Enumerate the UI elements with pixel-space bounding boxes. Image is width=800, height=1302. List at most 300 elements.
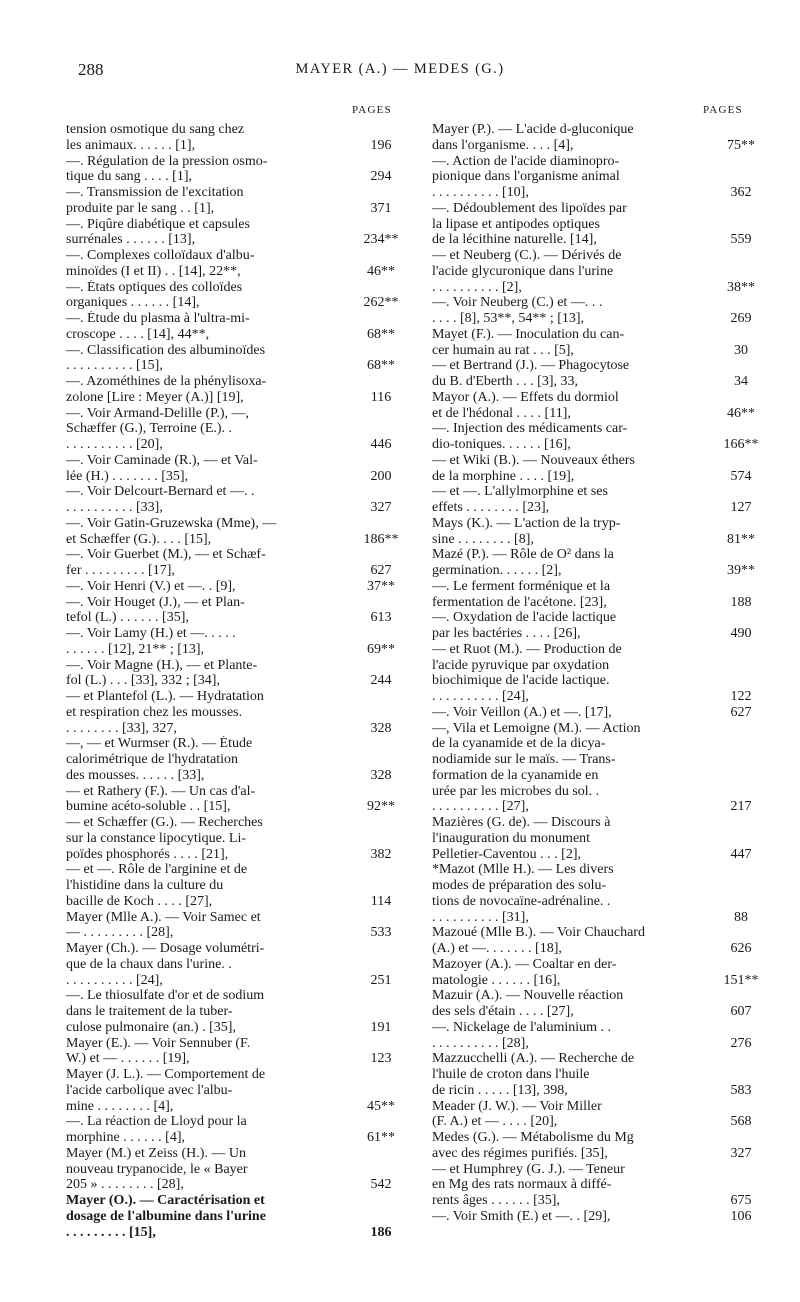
index-entry-line <box>432 768 772 784</box>
index-entry-line <box>432 547 772 563</box>
index-entry-line <box>432 1209 772 1225</box>
entry-text: matologie . . . . . . [16], <box>432 972 561 988</box>
index-entry <box>432 957 772 989</box>
entry-text: de la cyanamide et de la dicya- <box>432 736 606 752</box>
index-entry <box>66 484 406 516</box>
index-entry <box>432 122 772 154</box>
entry-text: Mayer (Mlle A.). — Voir Samec et <box>66 909 261 925</box>
index-entry <box>66 547 406 579</box>
index-entry-line <box>432 390 772 406</box>
entry-text: mine . . . . . . . . [4], <box>66 1098 174 1114</box>
entry-text: Mays (K.). — L'action de la tryp- <box>432 515 621 531</box>
entry-text: —. Oxydation de l'acide lactique <box>432 610 617 626</box>
entry-text: . . . . . . . . . . [28], <box>432 1035 529 1051</box>
entry-text: —. La réaction de Lloyd pour la <box>66 1114 247 1130</box>
index-entry <box>432 516 772 548</box>
index-entry-line <box>432 1114 772 1130</box>
entry-text: Mazzucchelli (A.). — Recherche de <box>432 1051 635 1067</box>
entry-text: nodiamide sur le maïs. — Trans- <box>432 752 616 767</box>
entry-text: Mazières (G. de). — Discours à <box>432 815 611 830</box>
index-entry-line <box>66 1162 406 1178</box>
entry-text: —. Classification des albuminoïdes <box>66 342 266 358</box>
index-entry-line <box>432 862 772 878</box>
index-entry-line <box>66 1225 406 1241</box>
index-entry-line <box>432 1004 772 1020</box>
page-reference: 196 <box>370 137 392 153</box>
entry-text: 205 » . . . . . . . . [28], <box>66 1177 184 1193</box>
index-entry-line <box>66 1051 406 1067</box>
entry-text: —. Voir Caminade (R.), — et Val- <box>66 452 258 468</box>
page-reference: 490 <box>730 626 752 641</box>
index-entry-line <box>432 831 772 847</box>
index-entry-line <box>432 1146 772 1162</box>
entry-text: formation de la cyanamide en <box>432 767 599 783</box>
index-entry-line <box>66 973 406 989</box>
entry-text: . . . . . . . . . . [24], <box>432 689 529 704</box>
entry-text: avec des régimes purifiés. [35], <box>432 1145 608 1161</box>
index-entry-line <box>66 705 406 721</box>
page-reference: 37** <box>367 578 395 594</box>
index-entry-line <box>66 547 406 563</box>
entry-text: des mousses. . . . . . [33], <box>66 767 205 783</box>
entry-text: Mazoyer (A.). — Coaltar en der- <box>432 956 617 972</box>
entry-text: sine . . . . . . . . [8], <box>432 531 534 547</box>
index-entry <box>432 421 772 453</box>
index-entry-line <box>432 1130 772 1146</box>
entry-text: —. Voir Gatin-Gruzewska (Mme), — <box>66 515 277 531</box>
entry-text: . . . . . . . . . . [15], <box>66 358 163 374</box>
index-entry-line <box>432 815 772 831</box>
entry-text: en Mg des rats normaux à diffé- <box>432 1177 612 1193</box>
page-reference: 166** <box>723 437 759 452</box>
entry-text: rents âges . . . . . . [35], <box>432 1193 560 1208</box>
index-entry-line <box>66 941 406 957</box>
index-entry <box>432 721 772 816</box>
index-entry <box>432 1020 772 1052</box>
index-entry <box>432 1162 772 1209</box>
entry-text: Pelletier-Caventou . . . [2], <box>432 846 582 862</box>
entry-text: — et Wiki (B.). — Nouveaux éthers <box>432 452 635 468</box>
page-reference: 200 <box>370 468 392 484</box>
index-entry-line <box>432 453 772 469</box>
page-number: 288 <box>78 60 104 79</box>
index-entry-line <box>66 406 406 422</box>
entry-text: poïdes phosphorés . . . . [21], <box>66 846 229 862</box>
index-entry <box>432 484 772 516</box>
page-reference: 362 <box>730 185 752 200</box>
page-reference: 533 <box>370 925 392 941</box>
index-entry <box>66 1146 406 1193</box>
page-reference: 613 <box>370 610 392 626</box>
entry-text: fer . . . . . . . . . [17], <box>66 563 175 578</box>
index-entry-line <box>432 689 772 705</box>
entry-text: —. Azométhines de la phénylisoxa- <box>66 374 267 389</box>
index-entry-line <box>66 169 406 185</box>
index-entry-line <box>432 1099 772 1115</box>
index-entry-line <box>432 1193 772 1209</box>
entry-text: dans l'organisme. . . . [4], <box>432 137 574 153</box>
entry-text: zolone [Lire : Meyer (A.)] [19], <box>66 389 244 405</box>
index-column-right <box>432 122 772 1225</box>
page-reference: 262** <box>363 295 399 311</box>
index-entry <box>432 248 772 295</box>
index-entry-line <box>432 910 772 926</box>
index-entry <box>66 343 406 375</box>
entry-text: la lipase et antipodes optiques <box>432 216 600 232</box>
entry-text: —. Le thiosulfate d'or et de sodium <box>66 988 265 1004</box>
index-entry-line <box>66 1099 406 1115</box>
entry-text: . . . . . . . . . . [33], <box>66 500 163 515</box>
index-entry-line <box>66 784 406 800</box>
page-reference: 328 <box>370 720 392 736</box>
entry-text: des sels d'étain . . . . [27], <box>432 1004 574 1019</box>
index-entry-line <box>432 579 772 595</box>
page-reference: 186 <box>370 1224 392 1240</box>
entry-text: — et Plantefol (L.). — Hydratation <box>66 689 264 704</box>
index-entry <box>66 311 406 343</box>
entry-text: — et Bertrand (J.). — Phagocytose <box>432 358 630 374</box>
entry-text: —. Dédoublement des lipoïdes par <box>432 200 627 216</box>
index-entry-line <box>432 957 772 973</box>
entry-text: —. Piqûre diabétique et capsules <box>66 216 250 232</box>
entry-text: Mazé (P.). — Rôle de O² dans la <box>432 547 614 563</box>
index-entry <box>66 217 406 249</box>
entry-text: — et Schæffer (G.). — Recherches <box>66 815 263 830</box>
index-entry-line <box>66 185 406 201</box>
entry-text: Mayet (F.). — Inoculation du can- <box>432 326 625 342</box>
page-reference: 574 <box>730 468 752 484</box>
entry-text: —. Voir Henri (V.) et —. . [9], <box>66 578 236 594</box>
entry-text: —. Le ferment forménique et la <box>432 578 611 594</box>
entry-text: produite par le sang . . [1], <box>66 200 215 216</box>
index-entry-line <box>432 847 772 863</box>
index-entry <box>432 579 772 611</box>
index-entry-line <box>66 894 406 910</box>
page-reference: 328 <box>370 767 392 783</box>
page-reference: 382 <box>370 846 392 862</box>
page-reference: 251 <box>370 972 392 988</box>
page-reference: 186** <box>363 531 399 547</box>
index-entry-line <box>432 894 772 910</box>
entry-text: — et —. Rôle de l'arginine et de <box>66 862 248 878</box>
index-entry-line <box>66 327 406 343</box>
index-entry-line <box>66 752 406 768</box>
page-reference: 327 <box>730 1145 752 1161</box>
index-entry-line <box>432 169 772 185</box>
index-entry-line <box>66 925 406 941</box>
index-entry-line <box>66 343 406 359</box>
index-entry <box>66 122 406 154</box>
entry-text: dans le traitement de la tuber- <box>66 1004 233 1019</box>
entry-text: (F. A.) et — . . . . [20], <box>432 1114 558 1130</box>
index-entry <box>66 689 406 736</box>
index-entry-line <box>66 910 406 926</box>
entry-text: . . . . . . . . . [15], <box>66 1224 156 1240</box>
index-entry <box>432 327 772 359</box>
index-entry-line <box>66 532 406 548</box>
entry-text: —. Action de l'acide diaminopro- <box>432 153 620 169</box>
index-entry-line <box>66 1146 406 1162</box>
index-entry-line <box>432 799 772 815</box>
index-entry-line <box>66 610 406 626</box>
index-entry-line <box>66 831 406 847</box>
pages-header-right: PAGES <box>703 104 743 116</box>
index-entry-line <box>432 941 772 957</box>
index-entry <box>66 595 406 627</box>
page-reference: 294 <box>370 169 392 185</box>
entry-text: l'acide glycuronique dans l'urine <box>432 263 614 279</box>
page-reference: 69** <box>367 641 395 657</box>
index-entry-line <box>66 642 406 658</box>
page-reference: 46** <box>367 263 395 279</box>
index-entry-line <box>66 453 406 469</box>
entry-text: cer humain au rat . . . [5], <box>432 342 574 358</box>
index-entry-line <box>66 264 406 280</box>
index-entry-line <box>432 1020 772 1036</box>
entry-text: Mayer (O.). — Caractérisation et <box>66 1193 265 1208</box>
index-entry-line <box>432 421 772 437</box>
index-entry-line <box>66 122 406 138</box>
index-entry-line <box>432 232 772 248</box>
index-entry-line <box>66 248 406 264</box>
index-entry <box>66 941 406 988</box>
entry-text: —. Injection des médicaments car- <box>432 421 628 437</box>
entry-text: Mayer (J. L.). — Comportement de <box>66 1067 266 1082</box>
index-entry-line <box>432 705 772 721</box>
index-entry-line <box>66 862 406 878</box>
index-entry <box>66 516 406 548</box>
index-entry <box>66 784 406 816</box>
index-entry <box>432 154 772 201</box>
entry-text: de la morphine . . . . [19], <box>432 468 575 484</box>
index-entry-line <box>432 122 772 138</box>
entry-text: . . . . . . [12], 21** ; [13], <box>66 641 205 657</box>
entry-text: —. Régulation de la pression osmo- <box>66 153 268 169</box>
index-entry-line <box>66 1209 406 1225</box>
index-entry-line <box>432 626 772 642</box>
entry-text: —. Complexes colloïdaux d'albu- <box>66 248 255 263</box>
entry-text: —. Voir Smith (E.) et —. . [29], <box>432 1208 611 1224</box>
index-entry-line <box>66 1083 406 1099</box>
entry-text: —, Vila et Lemoigne (M.). — Action <box>432 720 641 736</box>
entry-text: de ricin . . . . . [13], 398, <box>432 1082 568 1098</box>
entry-text: . . . . . . . . . . [31], <box>432 909 529 925</box>
index-entry-line <box>432 217 772 233</box>
index-entry-line <box>432 327 772 343</box>
index-entry-line <box>66 280 406 296</box>
index-entry-line <box>432 374 772 390</box>
page-reference: 46** <box>727 405 755 421</box>
index-entry-line <box>432 138 772 154</box>
page-reference: 45** <box>367 1098 395 1114</box>
entry-text: Mayer (Ch.). — Dosage volumétri- <box>66 941 265 956</box>
index-entry <box>432 295 772 327</box>
index-entry-line <box>66 721 406 737</box>
index-entry-line <box>432 1083 772 1099</box>
page-reference: 675 <box>730 1193 752 1208</box>
index-entry <box>432 1209 772 1225</box>
index-entry-line <box>66 358 406 374</box>
index-entry-line <box>432 469 772 485</box>
index-entry <box>66 248 406 280</box>
index-entry-line <box>432 1177 772 1193</box>
page-reference: 568 <box>730 1114 752 1130</box>
running-head: MAYER (A.) — MEDES (G.) <box>295 61 505 77</box>
index-entry <box>432 642 772 705</box>
index-entry-line <box>66 138 406 154</box>
index-entry-line <box>432 736 772 752</box>
entry-text: pionique dans l'organisme animal <box>432 169 620 185</box>
index-entry <box>66 1114 406 1146</box>
entry-text: Schæffer (G.), Terroine (E.). . <box>66 421 233 437</box>
page-reference: 446 <box>370 437 392 452</box>
page-reference: 92** <box>367 799 395 815</box>
index-entry-line <box>66 437 406 453</box>
entry-text: organiques . . . . . . [14], <box>66 295 200 311</box>
entry-text: —. Nickelage de l'aluminium . . <box>432 1019 612 1035</box>
entry-text: de la lécithine naturelle. [14], <box>432 232 597 248</box>
entry-text: biochimique de l'acide lactique. <box>432 673 610 689</box>
index-entry-line <box>66 815 406 831</box>
page-reference: 191 <box>370 1019 392 1035</box>
entry-text: tique du sang . . . . [1], <box>66 169 192 185</box>
index-entry-line <box>432 658 772 674</box>
entry-text: l'histidine dans la culture du <box>66 878 224 893</box>
index-entry-line <box>432 532 772 548</box>
index-entry-line <box>66 563 406 579</box>
index-entry <box>66 658 406 690</box>
page-reference: 68** <box>367 326 395 342</box>
index-entry-line <box>66 1193 406 1209</box>
index-entry-line <box>66 595 406 611</box>
entry-text: Mazoué (Mlle B.). — Voir Chauchard <box>432 925 645 941</box>
index-entry-line <box>432 185 772 201</box>
index-entry <box>432 815 772 862</box>
page-reference: 114 <box>370 893 392 909</box>
index-entry-line <box>432 1162 772 1178</box>
pages-header-left: PAGES <box>352 104 392 116</box>
entry-text: fermentation de l'acétone. [23], <box>432 594 607 610</box>
entry-text: lée (H.) . . . . . . . [35], <box>66 468 189 484</box>
page-reference: 81** <box>727 531 755 547</box>
entry-text: . . . . . . . . . . [24], <box>66 972 163 988</box>
page-reference: 34 <box>734 374 748 389</box>
index-entry-line <box>432 343 772 359</box>
index-entry-line <box>432 925 772 941</box>
index-entry <box>66 280 406 312</box>
entry-text: Mayer (M.) et Zeiss (H.). — Un <box>66 1145 247 1161</box>
page-reference: 607 <box>730 1004 752 1019</box>
index-entry-line <box>66 154 406 170</box>
index-entry <box>432 610 772 642</box>
index-entry <box>432 925 772 957</box>
entry-text: l'acide carbolique avec l'albu- <box>66 1082 233 1098</box>
entry-text: — et Rathery (F.). — Un cas d'al- <box>66 783 256 799</box>
index-entry-line <box>66 1067 406 1083</box>
page-reference: 276 <box>730 1035 752 1051</box>
entry-text: —. Voir Delcourt-Bernard et —. . <box>66 484 255 500</box>
index-entry-line <box>66 988 406 1004</box>
index-entry-line <box>66 626 406 642</box>
entry-text: calorimétrique de l'hydratation <box>66 752 239 767</box>
entry-text: Mayor (A.). — Effets du dormiol <box>432 389 619 405</box>
entry-text: dosage de l'albumine dans l'urine <box>66 1208 266 1224</box>
entry-text: sur la constance lipocytique. Li- <box>66 830 246 846</box>
page-reference: 269 <box>730 311 752 326</box>
entry-text: surrénales . . . . . . [13], <box>66 232 196 248</box>
index-entry <box>66 626 406 658</box>
index-entry-line <box>432 1051 772 1067</box>
index-entry-line <box>66 1020 406 1036</box>
index-entry <box>66 815 406 862</box>
entry-text: Mayer (E.). — Voir Sennuber (F. <box>66 1035 251 1051</box>
index-entry-line <box>432 516 772 532</box>
page-reference: 106 <box>730 1208 752 1224</box>
entry-text: —. Voir Houget (J.), — et Plan- <box>66 594 245 610</box>
index-entry <box>432 358 772 390</box>
index-entry <box>432 1099 772 1131</box>
index-entry <box>66 453 406 485</box>
entry-text: et de l'hédonal . . . . [11], <box>432 405 571 421</box>
entry-text: culose pulmonaire (an.) . [35], <box>66 1019 236 1035</box>
page-reference: 88 <box>734 909 748 925</box>
entry-text: les animaux. . . . . . [1], <box>66 137 196 153</box>
entry-text: minoïdes (I et II) . . [14], 22**, <box>66 263 241 279</box>
index-entry-line <box>432 154 772 170</box>
entry-text: —. Voir Armand-Delille (P.), —, <box>66 405 250 421</box>
page-reference: 542 <box>370 1177 392 1193</box>
index-entry-line <box>432 248 772 264</box>
index-entry <box>66 910 406 942</box>
index-entry-line <box>66 421 406 437</box>
index-entry <box>432 1051 772 1098</box>
entry-text: —. Transmission de l'excitation <box>66 185 244 200</box>
index-entry-line <box>66 878 406 894</box>
index-entry <box>66 1193 406 1240</box>
index-entry-line <box>66 673 406 689</box>
page-reference: 68** <box>367 358 395 374</box>
entry-text: — . . . . . . . . . [28], <box>66 925 174 941</box>
entry-text: —. États optiques des colloïdes <box>66 279 243 295</box>
entry-text: fol (L.) . . . [33], 332 ; [34], <box>66 673 220 689</box>
index-entry-line <box>66 768 406 784</box>
page-reference: 559 <box>730 232 752 248</box>
index-entry-line <box>432 784 772 800</box>
entry-text: — et Ruot (M.). — Production de <box>432 641 622 657</box>
entry-text: — et —. L'allylmorphine et ses <box>432 484 608 500</box>
index-entry-line <box>432 673 772 689</box>
index-entry-line <box>66 1036 406 1052</box>
entry-text: l'acide pyruvique par oxydation <box>432 657 610 673</box>
page-reference: 188 <box>730 594 752 610</box>
index-entry-line <box>432 484 772 500</box>
index-entry-line <box>432 878 772 894</box>
index-entry-line <box>66 579 406 595</box>
entry-text: Medes (G.). — Métabolisme du Mg <box>432 1130 634 1145</box>
entry-text: . . . . . . . . [33], 327, <box>66 720 177 736</box>
index-entry-line <box>66 799 406 815</box>
entry-text: W.) et — . . . . . . [19], <box>66 1051 190 1067</box>
index-entry <box>432 390 772 422</box>
index-entry <box>66 154 406 186</box>
index-entry-line <box>66 1004 406 1020</box>
entry-text: que de la chaux dans l'urine. . <box>66 956 232 972</box>
index-entry-line <box>432 264 772 280</box>
index-entry <box>66 374 406 406</box>
index-entry <box>432 1130 772 1162</box>
page-reference: 127 <box>730 500 752 515</box>
page-reference: 626 <box>730 941 752 956</box>
